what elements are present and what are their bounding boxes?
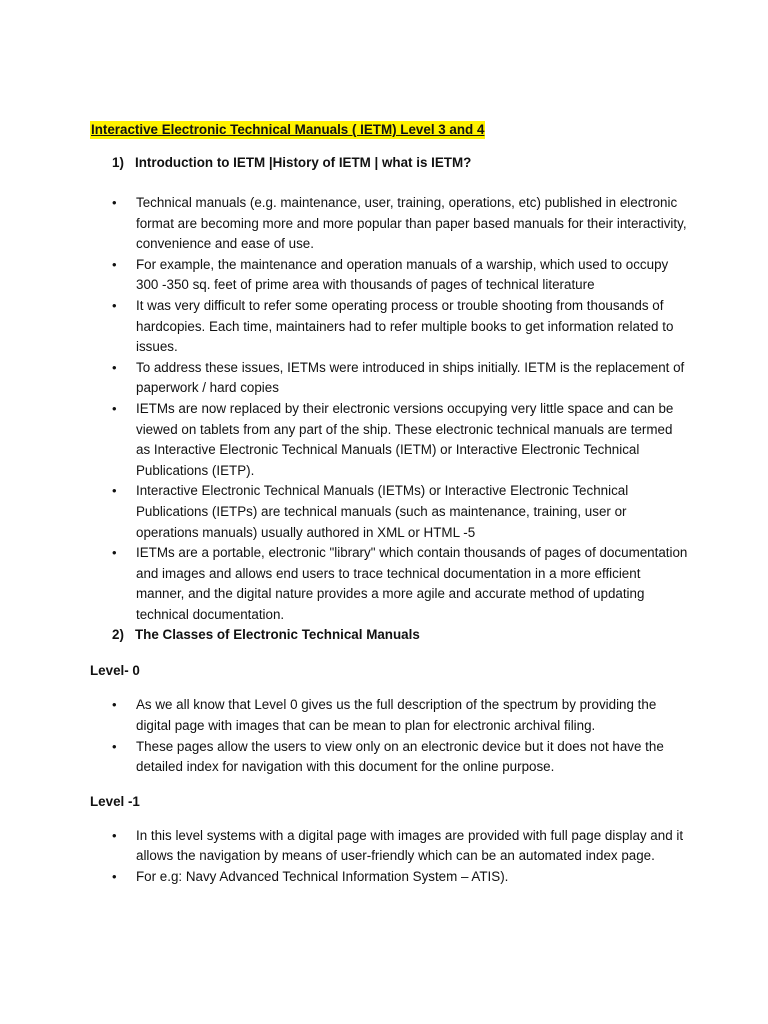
list-item — [90, 481, 688, 543]
level-0-label: Level- 0 — [90, 663, 140, 679]
bullet-text: As we all know that Level 0 gives us the full description of the spectrum by providing the digital page with images that can be mean to plan for electronic archival filing. — [136, 697, 657, 734]
section-2-heading — [90, 625, 688, 645]
bullet-text: For e.g: Navy Advanced Technical Information System – ATIS). — [136, 869, 509, 885]
bullet-icon: • — [112, 483, 117, 499]
list-item — [90, 255, 688, 296]
list-item — [90, 358, 688, 399]
list-item — [90, 695, 688, 736]
bullet-text: Interactive Electronic Technical Manuals (IETMs) or Interactive Electronic Technical Publications (IETPs) are technical manuals (such as maintenance, training, user or operations manuals) usually authored in XML or HTML -5 — [136, 483, 629, 540]
bullet-icon: • — [112, 869, 117, 885]
level-1-bullet-list — [90, 826, 688, 888]
bullet-text: To address these issues, IETMs were introduced in ships initially. IETM is the replacement of paperwork / hard copies — [136, 359, 685, 396]
bullet-icon: • — [112, 697, 117, 713]
list-item — [90, 867, 688, 888]
bullet-text: In this level systems with a digital page with images are provided with full page display and it allows the navigation by means of user-friendly which can be an automated index page. — [136, 827, 684, 864]
bullet-icon: • — [112, 297, 117, 313]
bullet-icon: • — [112, 195, 117, 210]
section-2-number: 2) — [112, 627, 124, 643]
section-1-bullet-list — [90, 193, 688, 625]
level-1-label: Level -1 — [90, 793, 140, 809]
list-item — [90, 296, 688, 358]
bullet-text: It was very difficult to refer some operating process or trouble shooting from thousands of hardcopies. Each time, maintainers had to refer multiple books to get information related to issues. — [136, 297, 674, 355]
bullet-icon: • — [112, 738, 117, 754]
bullet-icon: • — [112, 400, 117, 416]
bullet-text: IETMs are a portable, electronic "library" which contain thousands of pages of documentation and images and allows end users to trace technical documentation in a more efficient manner, and the digital nature provides a more agile and accurate method of updating technical documentation. — [136, 545, 688, 622]
document-title: Interactive Electronic Technical Manuals ( IETM) Level 3 and 4 — [91, 122, 485, 137]
bullet-icon: • — [112, 545, 117, 561]
bullet-text: For example, the maintenance and operation manuals of a warship, which used to occupy 300 -350 sq. feet of prime area with thousands of pages of technical literature — [136, 256, 669, 293]
bullet-text: Technical manuals (e.g. maintenance, user, training, operations, etc) published in electronic format are becoming more and more popular than paper based manuals for their interactivity, convenience and ease of use. — [136, 195, 687, 252]
list-item — [90, 399, 688, 481]
level-0-bullet-list — [90, 695, 688, 777]
bullet-icon: • — [112, 359, 117, 375]
list-item — [90, 737, 688, 778]
bullet-icon: • — [112, 827, 117, 843]
section-2-heading-text: The Classes of Electronic Technical Manuals — [135, 627, 420, 643]
list-item — [90, 543, 688, 625]
section-1-number: 1) — [112, 155, 124, 170]
section-1-heading — [90, 153, 688, 173]
bullet-text: These pages allow the users to view only on an electronic device but it does not have the detailed index for navigation with this document for the online purpose. — [136, 738, 664, 775]
bullet-icon: • — [112, 256, 117, 272]
list-item — [90, 193, 688, 255]
bullet-text: IETMs are now replaced by their electronic versions occupying very little space and can be viewed on tablets from any part of the ship. These electronic technical manuals are termed as Interactive Electronic Technical Manuals (IETM) or Interactive Electronic Technical Publications (IETP). — [136, 400, 674, 478]
section-1-heading-text: Introduction to IETM |History of IETM | what is IETM? — [135, 155, 472, 170]
list-item — [90, 826, 688, 867]
